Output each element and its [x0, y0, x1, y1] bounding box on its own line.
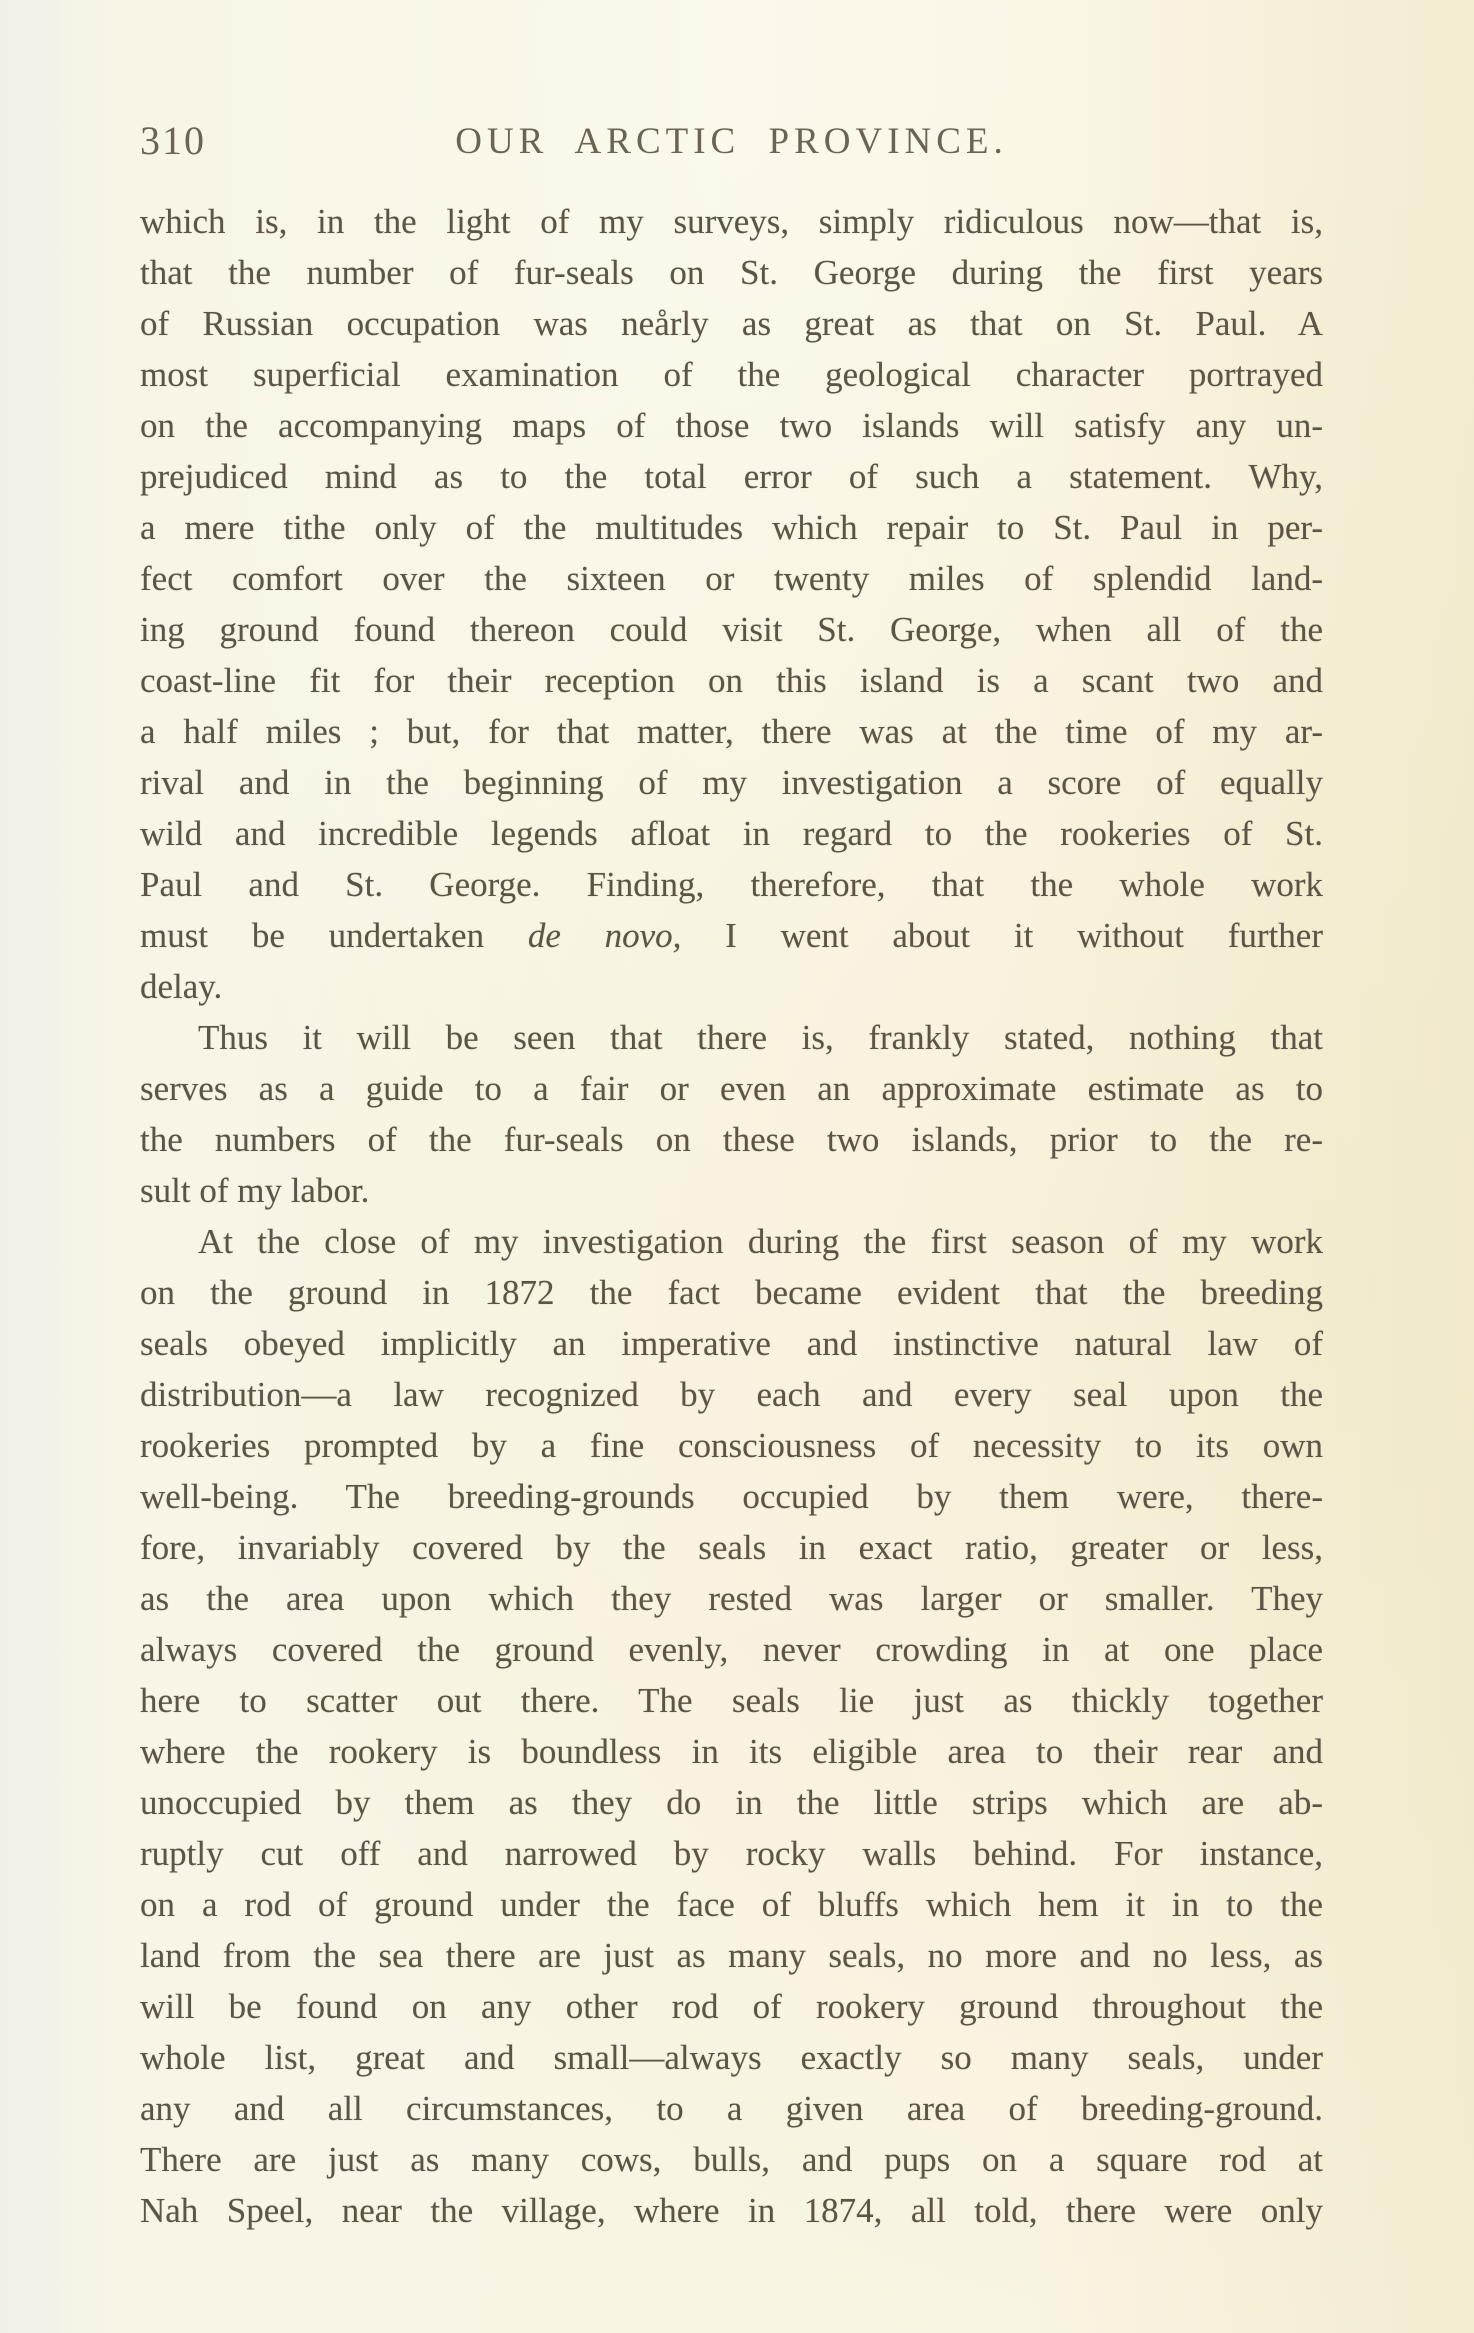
text-line: There are just as many cows, bulls, and pups on a square rod at — [140, 2140, 1323, 2179]
text-line: serves as a guide to a fair or even an approximate estimate as to — [140, 1069, 1323, 1108]
text-line: on a rod of ground under the face of bluffs which hem it in to the — [140, 1885, 1323, 1924]
text-line: seals obeyed implicitly an imperative and instinctive natural law of — [140, 1324, 1323, 1363]
text-line: as the area upon which they rested was larger or smaller. They — [140, 1579, 1323, 1618]
text-line: of Russian occupation was neårly as great as that on St. Paul. A — [140, 304, 1323, 343]
text-line: Paul and St. George. Finding, therefore, that the whole work — [140, 865, 1323, 904]
text-line: distribution—a law recognized by each and every seal upon the — [140, 1375, 1323, 1414]
text-line: delay. — [140, 967, 223, 1006]
text-line: will be found on any other rod of rookery ground throughout the — [140, 1987, 1323, 2026]
text-line: At the close of my investigation during the first season of my work — [198, 1222, 1323, 1261]
text-line: fect comfort over the sixteen or twenty miles of splendid land- — [140, 559, 1323, 598]
text-line: on the ground in 1872 the fact became evident that the breeding — [140, 1273, 1323, 1312]
text-line: that the number of fur-seals on St. George during the first years — [140, 253, 1323, 292]
text-line: a half miles ; but, for that matter, there was at the time of my ar- — [140, 712, 1323, 751]
text-line: on the accompanying maps of those two islands will satisfy any un- — [140, 406, 1323, 445]
text-line: most superficial examination of the geological character portrayed — [140, 355, 1323, 394]
running-title: OUR ARCTIC PROVINCE. — [455, 121, 1008, 162]
text-line: ing ground found thereon could visit St. George, when all of the — [140, 610, 1323, 649]
text-line: any and all circumstances, to a given area of breeding-ground. — [140, 2089, 1323, 2128]
text-line: wild and incredible legends afloat in regard to the rookeries of St. — [140, 814, 1323, 853]
text-line: unoccupied by them as they do in the little strips which are ab- — [140, 1783, 1323, 1822]
text-line: well-being. The breeding-grounds occupied by them were, there- — [140, 1477, 1323, 1516]
text-line: prejudiced mind as to the total error of such a statement. Why, — [140, 457, 1323, 496]
text-line: where the rookery is boundless in its eligible area to their rear and — [140, 1732, 1323, 1771]
text-line: Thus it will be seen that there is, frankly stated, nothing that — [198, 1018, 1323, 1057]
text-line: a mere tithe only of the multitudes which repair to St. Paul in per- — [140, 508, 1323, 547]
text-line: whole list, great and small—always exactly so many seals, under — [140, 2038, 1323, 2077]
text-line: rookeries prompted by a fine consciousness of necessity to its own — [140, 1426, 1323, 1465]
text-line: Nah Speel, near the village, where in 1874, all told, there were only — [140, 2191, 1323, 2230]
text-line: ruptly cut off and narrowed by rocky walls behind. For instance, — [140, 1834, 1323, 1873]
paragraph — [140, 196, 1323, 1012]
page-number: 310 — [140, 118, 206, 163]
text-line: fore, invariably covered by the seals in exact ratio, greater or less, — [140, 1528, 1323, 1567]
text-line: must be undertaken de novo, I went about it without further — [140, 916, 1323, 955]
text-line: here to scatter out there. The seals lie just as thickly together — [140, 1681, 1323, 1720]
paragraph — [140, 1012, 1323, 1216]
running-head — [140, 118, 1323, 173]
text-line: rival and in the beginning of my investigation a score of equally — [140, 763, 1323, 802]
paragraph — [140, 1216, 1323, 2236]
text-line: sult of my labor. — [140, 1171, 370, 1210]
text-line: land from the sea there are just as many seals, no more and no less, as — [140, 1936, 1323, 1975]
text-line: which is, in the light of my surveys, simply ridiculous now—that is, — [140, 202, 1323, 241]
text-line: coast-line fit for their reception on this island is a scant two and — [140, 661, 1323, 700]
text-block — [140, 196, 1323, 2236]
text-line: always covered the ground evenly, never crowding in at one place — [140, 1630, 1323, 1669]
text-line: the numbers of the fur-seals on these two islands, prior to the re- — [140, 1120, 1323, 1159]
